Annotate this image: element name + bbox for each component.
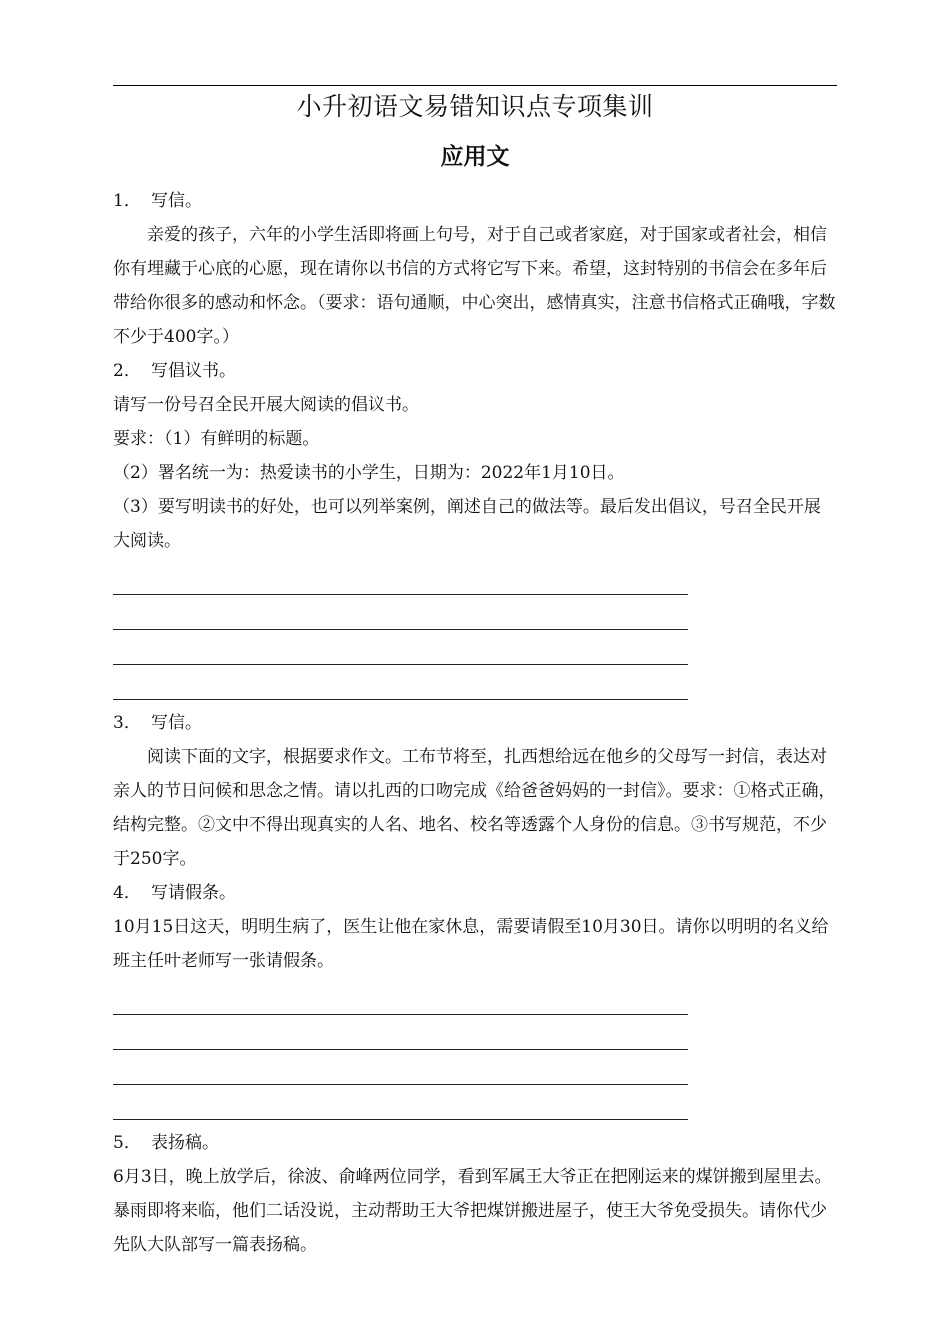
answer-line[interactable]	[113, 630, 688, 665]
question-title: 写请假条。	[151, 883, 236, 903]
answer-line[interactable]	[113, 665, 688, 700]
question-number: 1．	[113, 191, 141, 211]
question-title: 写信。	[151, 713, 202, 733]
question-1-heading	[113, 184, 837, 218]
question-4-heading	[113, 876, 837, 910]
page-title: 小升初语文易错知识点专项集训	[296, 92, 654, 121]
question-2-line-2: 要求：（1）有鲜明的标题。	[113, 429, 320, 449]
question-4-body: 10月15日这天，明明生病了，医生让他在家休息，需要请假至10月30日。请你以明明的名义给班主任叶老师写一张请假条。	[113, 917, 829, 971]
answer-line[interactable]	[113, 1085, 688, 1120]
question-number: 5．	[113, 1133, 141, 1153]
question-2-line-1: 请写一份号召全民开展大阅读的倡议书。	[113, 395, 419, 415]
question-number: 3．	[113, 713, 141, 733]
question-title: 写倡议书。	[151, 361, 236, 381]
question-title: 写信。	[151, 191, 202, 211]
question-5-heading	[113, 1126, 837, 1160]
answer-line[interactable]	[113, 560, 688, 595]
question-number: 4．	[113, 883, 141, 903]
answer-line[interactable]	[113, 1015, 688, 1050]
header-rule	[113, 85, 837, 86]
question-3-heading	[113, 706, 837, 740]
question-2-line-4: （3）要写明读书的好处，也可以列举案例，阐述自己的做法等。最后发出倡议，号召全民开展大阅读。	[113, 497, 821, 551]
question-1-body: 亲爱的孩子，六年的小学生活即将画上句号，对于自己或者家庭，对于国家或者社会，相信你有埋藏于心底的心愿，现在请你以书信的方式将它写下来。希望，这封特别的书信会在多年后带给你很多的感动和怀念。（要求：语句通顺，中心突出，感情真实，注意书信格式正确哦，字数不少于400字。）	[113, 225, 836, 347]
document-body	[113, 184, 837, 1262]
answer-line[interactable]	[113, 595, 688, 630]
question-3-body: 阅读下面的文字，根据要求作文。工布节将至，扎西想给远在他乡的父母写一封信，表达对亲人的节日问候和思念之情。请以扎西的口吻完成《给爸爸妈妈的一封信》。要求：①格式正确，结构完整。②文中不得出现真实的人名、地名、校名等透露个人身份的信息。③书写规范，不少于250字。	[113, 747, 836, 869]
page-subtitle: 应用文	[440, 144, 510, 170]
question-5-body: 6月3日，晚上放学后，徐波、俞峰两位同学，看到军属王大爷正在把刚运来的煤饼搬到屋里去。暴雨即将来临，他们二话没说，主动帮助王大爷把煤饼搬进屋子，使王大爷免受损失。请你代少先队大队部写一篇表扬稿。	[113, 1167, 832, 1255]
question-title: 表扬稿。	[151, 1133, 219, 1153]
question-number: 2．	[113, 361, 141, 381]
question-2-line-3: （2）署名统一为：热爱读书的小学生，日期为：2022年1月10日。	[113, 463, 625, 483]
answer-line[interactable]	[113, 980, 688, 1015]
question-2-heading	[113, 354, 837, 388]
answer-line[interactable]	[113, 1050, 688, 1085]
